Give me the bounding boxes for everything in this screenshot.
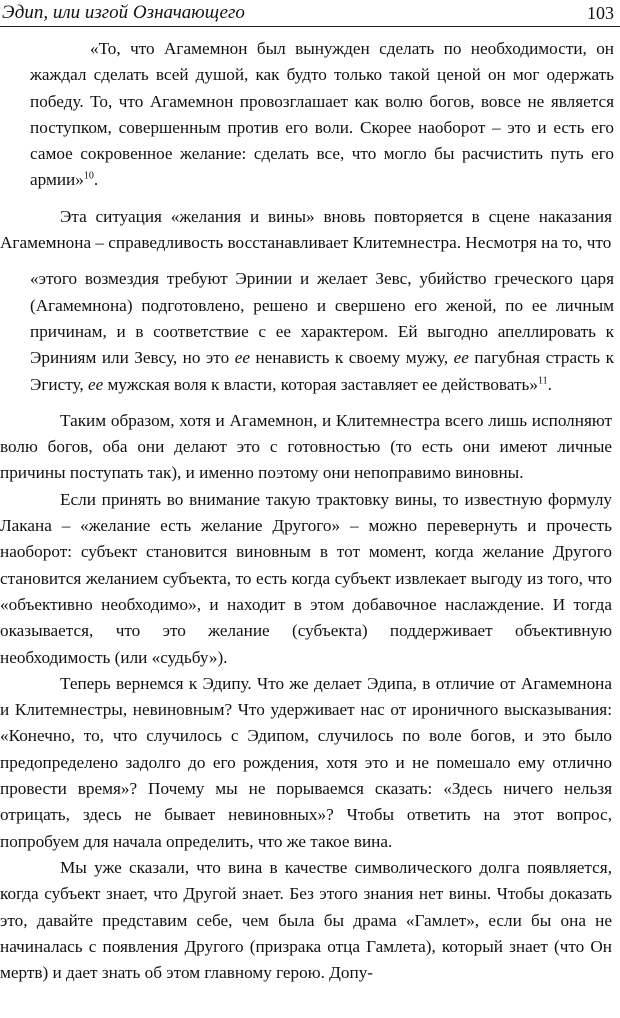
page-header (0, 2, 620, 27)
block-quote-2 (30, 266, 614, 397)
paragraph-2: Таким образом, хотя и Агамемнон, и Клитемнестра всего лишь исполняют волю богов, оба они делают это с готовностью (то есть они имеют личные причины поступать так), и именно поэтому они непоправимо виновны. (0, 410, 612, 483)
paragraph-3: Если принять во внимание такую трактовку вины, то известную формулу Лакана – «желание есть желание Другого» – можно перевернуть и прочесть наоборот: субъект становится виновным в тот момент, когда желание Другого становится желанием субъекта, то есть когда субъект извлекает выгоду из того, что «объективно необходимо», и находит в этом добавочное наслаждение. И тогда оказывается, что это желание (субъекта) поддерживает объективную необходимость (или «судьбу»). (0, 489, 612, 667)
paragraph-1: Эта ситуация «желания и вины» вновь повторяется в сцене наказания Агамемнона – справедливость восстанавливает Клитемнестра. Несмотря на то, что (0, 206, 612, 253)
quote-2-em-3: ее (87, 374, 104, 394)
quote-2-em-2: ее (453, 348, 469, 368)
paragraph-5: Мы уже сказали, что вина в качестве символического долга появляется, когда субъект знает, что Другой знает. Без этого знания нет вины. Чтобы доказать это, давайте представим себе, чем была бы драма «Гамлет», если бы она не начиналась с появления Другого (призрака отца Гамлета), который знает (что Он мертв) и дает знать об этом главному герою. Допу- (0, 857, 612, 983)
quote-2-part-3: пагубная страсть к Эгисту, (30, 348, 614, 394)
running-title: Эдип, или изгой Означающего (2, 2, 245, 23)
page-number: 103 (587, 3, 614, 23)
quote-2-em-1: ее (234, 348, 250, 368)
page-body (0, 36, 612, 986)
footnote-ref-10: 10 (83, 170, 94, 182)
quote-2-tail: . (547, 374, 552, 394)
quote-2-part-4: мужская воля к власти, которая заставляет ее действовать» (103, 374, 538, 394)
quote-2-part-1: «этого возмездия требуют Эринии и желает Зевс, убийство греческого царя (Агамемнона) подготовлено, решено и свершено его женой, по ее личным причинам, и в соответствие с ее характером. Ей выгодно апеллировать к Эриниям или Зевсу, но это (30, 269, 614, 368)
quote-2-part-2: ненависть к своему мужу, (249, 348, 454, 368)
quote-1-text: «То, что Агамемнон был вынужден сделать по необходимости, он жаждал сделать всей душой, как будто только такой ценой он мог одержать победу. То, что Агамемнон провозглашает как волю богов, вовсе не является поступком, совершенным против его воли. Скорее наоборот – это и есть его самое сокровенное желание: сделать все, что могло бы расчистить путь его армии» (30, 39, 614, 190)
block-quote-1: «То, что Агамемнон был вынужден сделать по необходимости, он жаждал сделать всей душой, как будто только такой ценой он мог одержать победу. То, что Агамемнон провозглашает как волю богов, вовсе не является поступком, совершенным против его воли. Скорее наоборот – это и есть его самое сокровенное желание: сделать все, что могло бы расчистить путь его армии»$^{10}$. (30, 39, 614, 190)
footnote-ref-11: 11 (537, 374, 548, 386)
paragraph-4: Теперь вернемся к Эдипу. Что же делает Эдипа, в отличие от Агамемнона и Клитемнестры, невиновным? Что удерживает нас от ироничного высказывания: «Конечно, то, что случилось с Эдипом, случилось по воле богов, и это было предопределено задолго до его рождения, хотя это и не помешало ему отлично провести время»? Почему мы не порываемся сказать: «Здесь ничего нельзя отрицать, здесь не бывает невиновных»? Чтобы ответить на этот вопрос, попробуем для начала определить, что же такое вина. (0, 673, 612, 851)
